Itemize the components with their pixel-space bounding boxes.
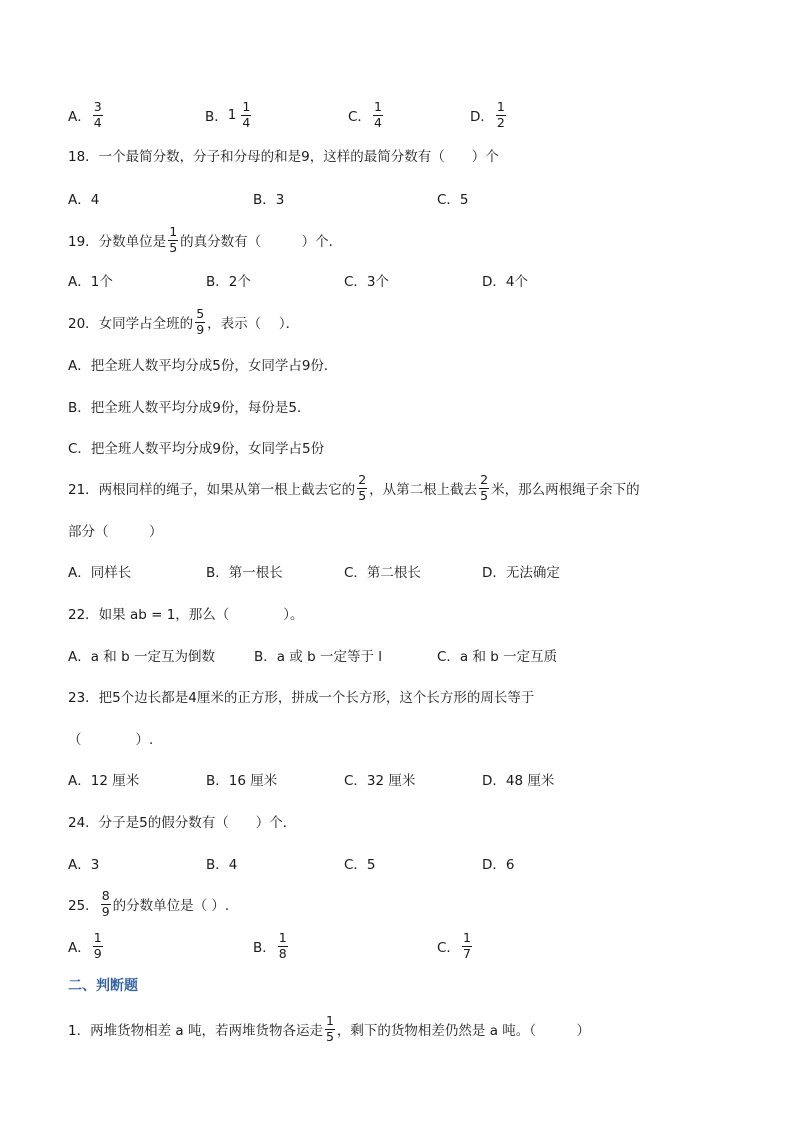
q25-option-c: C． $\frac{1}{7}$ [437,930,471,961]
q25-stem: 25． $\frac{8}{9}$ 的分数单位是（ ）. [68,888,230,919]
fraction: $\frac{1}{5}$ [169,224,178,255]
q18-option-c: C．5 [437,192,469,208]
q23-option-c: C．32 厘米 [344,773,416,789]
fraction: $\frac{1}{4}$ [373,99,382,130]
fraction: $\frac{5}{9}$ [196,306,205,337]
q23-option-b: B．16 厘米 [206,773,278,789]
q21-option-b: B．第一根长 [206,565,283,581]
q22-stem: 22．如果 ab = 1，那么（ ）。 [68,607,304,623]
q18-option-b: B．3 [253,192,285,208]
q21-stem: 21．两根同样的绳子，如果从第一根上截去它的 $\frac{2}{5}$ ，从第二根上截去 $\frac{2}{5}$ 米，那么两根绳子余下的 [68,472,640,503]
q17-option-d: D． $\frac{1}{2}$ [470,99,505,130]
q20-option-b: B．把全班人数平均分成9份，每份是5． [68,400,311,416]
q19-option-b: B．2个 [206,274,251,290]
q17-option-a: A． $\frac{3}{4}$ [68,99,102,130]
q20-option-c: C．把全班人数平均分成9份，女同学占5份 [68,441,325,457]
q17-option-c: C． $\frac{1}{4}$ [348,99,382,130]
q20-option-a: A．把全班人数平均分成5份，女同学占9份． [68,358,338,374]
q22-option-a: A．a 和 b 一定互为倒数 [68,649,215,665]
fraction: $\frac{1}{9}$ [93,930,102,961]
q25-option-a: A． $\frac{1}{9}$ [68,930,102,961]
q19-option-a: A．1个 [68,274,113,290]
q18-option-a: A．4 [68,192,100,208]
q24-option-b: B．4 [206,857,238,873]
fraction: $\frac{1}{7}$ [462,930,471,961]
q22-option-c: C．a 和 b 一定互质 [437,649,558,665]
judge-q1-stem: 1．两堆货物相差 a 吨，若两堆货物各运走 $\frac{1}{5}$ ，剩下的货物相差仍然是 a 吨。（ ） [68,1013,591,1044]
q18-stem: 18．一个最简分数，分子和分母的和是9，这样的最简分数有（ ）个 [68,149,499,165]
q21-option-a: A．同样长 [68,565,132,581]
q24-option-d: D．6 [482,857,515,873]
q19-option-c: C．3个 [344,274,390,290]
fraction: $\frac{2}{5}$ [480,472,489,503]
q24-option-c: C．5 [344,857,376,873]
q23-stem-line2: （ ）. [68,732,154,748]
q23-option-d: D．48 厘米 [482,773,555,789]
fraction: $\frac{3}{4}$ [93,99,102,130]
q21-option-c: C．第二根长 [344,565,421,581]
q19-option-d: D．4个 [482,274,528,290]
fraction: $\frac{8}{9}$ [101,888,110,919]
q22-option-b: B．a 或 b 一定等于 l [254,649,383,665]
section-heading-judgement: 二、判断题 [68,978,138,994]
q21-option-d: D．无法确定 [482,565,560,581]
fraction: $\frac{1}{2}$ [496,99,505,130]
q24-option-a: A．3 [68,857,100,873]
q19-stem: 19．分数单位是 $\frac{1}{5}$ 的真分数有（ ）个． [68,224,343,255]
q23-option-a: A．12 厘米 [68,773,140,789]
fraction: $\frac{2}{5}$ [358,472,367,503]
q24-stem: 24．分子是5的假分数有（ ）个． [68,815,297,831]
q20-stem: 20．女同学占全班的 $\frac{5}{9}$ ，表示（ ）． [68,306,300,337]
fraction: $\frac{1}{8}$ [278,930,287,961]
fraction: $\frac{1}{5}$ [325,1013,334,1044]
q25-option-b: B． $\frac{1}{8}$ [253,930,287,961]
fraction: $\frac{1}{4}$ [242,99,251,130]
q21-stem-line2: 部分（ ） [68,524,163,540]
q17-option-b: B． 1 $\frac{1}{4}$ [205,99,251,130]
q23-stem: 23．把5个边长都是4厘米的正方形，拼成一个长方形，这个长方形的周长等于 [68,690,535,706]
